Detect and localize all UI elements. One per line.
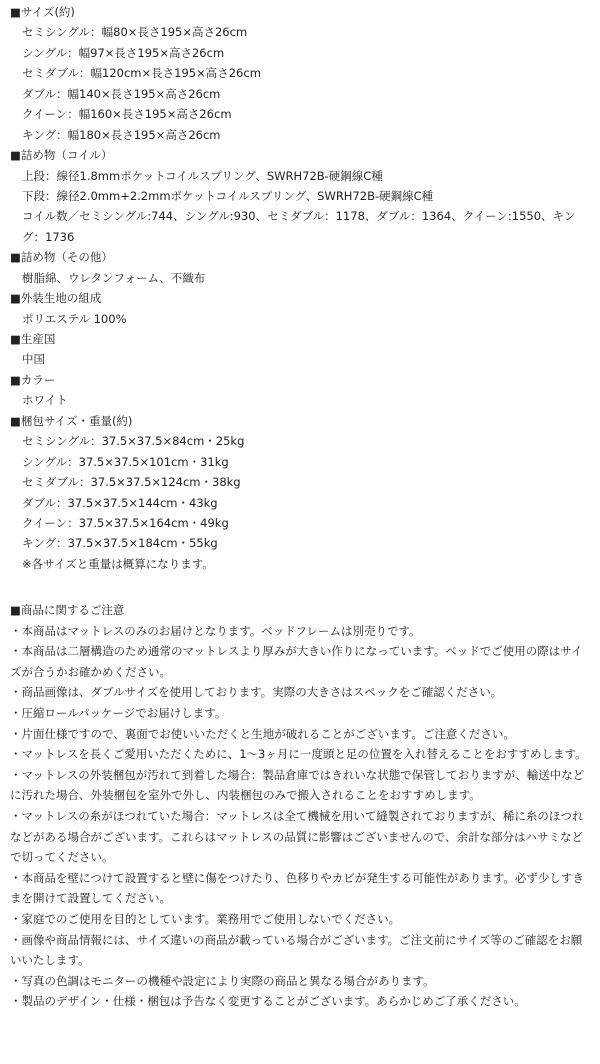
- size-item: セミダブル：幅120cm×長さ195×高さ26cm: [22, 66, 261, 81]
- size-item: クイーン：幅160×長さ195×高さ26cm: [22, 107, 232, 122]
- size-heading: ■サイズ(約): [10, 5, 75, 19]
- color-value: ホワイト: [22, 393, 68, 408]
- size-item: ダブル：幅140×長さ195×高さ26cm: [22, 86, 221, 101]
- note-item: ・商品画像は、ダブルサイズを使用しております。実際の大きさはスペックをご確認ください。: [10, 685, 503, 700]
- note-item: ・画像や商品情報には、サイズ違いの商品が載っている場合がございます。ご注文前にサイズ等のご確認をお願いいたします。: [10, 932, 583, 968]
- package-item: ダブル：37.5×37.5×144cm・43kg: [22, 495, 218, 510]
- package-note: ※各サイズと重量は概算になります。: [22, 556, 214, 571]
- coil-upper: 上段：線径1.8mmポケットコイルスプリング、SWRH72B-硬鋼線C種: [22, 168, 383, 183]
- note-item: ・本商品は二層構造のため通常のマットレスより厚みが大きい作りになっています。ベッドでご使用の際はサイズが合うかお確かめください。: [10, 644, 583, 679]
- package-item: セミダブル：37.5×37.5×124cm・38kg: [22, 475, 241, 490]
- other-filling-heading: ■詰め物（その他）: [10, 250, 113, 265]
- size-item: セミシングル：幅80×長さ195×高さ26cm: [22, 25, 248, 40]
- coil-lower: 下段：線径2.0mm+2.2mmポケットコイルスプリング、SWRH72B-硬鋼線C種: [22, 188, 434, 203]
- note-item: ・片面仕様ですので、裏面でお使いいただくと生地が破れることがございます。ご注意ください。: [10, 726, 515, 741]
- note-item: ・マットレスの糸がほつれていた場合：マットレスは全て機械を用いて縫製されておりますが、稀に糸のほつれなどがある場合がございます。これらはマットレスの品質に影響はございませんので、余計な部分はハサミなどで切ってください。: [10, 808, 584, 865]
- note-item: ・圧縮ロールパッケージでお届けします。: [10, 705, 227, 720]
- coil-heading: ■詰め物（コイル）: [10, 148, 113, 163]
- fabric-heading: ■外装生地の組成: [10, 291, 102, 306]
- note-item: ・写真の色調はモニターの機種や設定により実際の商品と異なる場合があります。: [10, 973, 435, 988]
- origin-heading: ■生産国: [10, 332, 56, 347]
- size-item: シングル：幅97×長さ195×高さ26cm: [22, 45, 225, 60]
- color-heading: ■カラー: [10, 372, 56, 387]
- package-heading: ■梱包サイズ・重量(約): [10, 413, 133, 428]
- note-item: ・本商品を壁につけて設置すると壁に傷をつけたり、色移りやカビが発生する可能性があります。必ず少しすきまを開けて設置してください。: [10, 870, 584, 906]
- package-item: シングル：37.5×37.5×101cm・31kg: [22, 454, 229, 469]
- note-item: ・マットレスの外装梱包が汚れて到着した場合：製品倉庫ではきれいな状態で保管しておりますが、輸送中などに汚れた場合、外装梱包を室外で外し、内装梱包のみで搬入されることをおすすめします。: [10, 767, 585, 803]
- note-item: ・マットレスを長くご愛用いただくために、1～3ヶ月に一度頭と足の位置を入れ替えることをおすすめします。: [10, 747, 587, 762]
- origin-value: 中国: [22, 352, 45, 367]
- size-item: キング：幅180×長さ195×高さ26cm: [22, 127, 221, 142]
- coil-count: コイル数／セミシングル:744、シングル:930、セミダブル：1178、ダブル：1364、クイーン:1550、キング：1736: [22, 209, 576, 244]
- fabric-value: ポリエステル 100%: [22, 311, 127, 326]
- notes-heading: ■商品に関するご注意: [10, 603, 125, 617]
- spec-section: [10, 2, 594, 574]
- note-item: ・家庭でのご使用を目的としています。業務用でご使用しないでください。: [10, 911, 401, 926]
- note-item: ・本商品はマットレスのみのお届けとなります。ベッドフレームは別売りです。: [10, 623, 421, 638]
- package-item: クイーン：37.5×37.5×164cm・49kg: [22, 515, 229, 530]
- notes-section: [10, 600, 592, 1012]
- package-item: セミシングル：37.5×37.5×84cm・25kg: [22, 434, 245, 449]
- other-filling-value: 樹脂綿、ウレタンフォーム、不織布: [22, 270, 206, 285]
- note-item: ・製品のデザイン・仕様・梱包は予告なく変更することがございます。あらかじめご了承ください。: [10, 994, 526, 1009]
- package-item: キング：37.5×37.5×184cm・55kg: [22, 536, 218, 551]
